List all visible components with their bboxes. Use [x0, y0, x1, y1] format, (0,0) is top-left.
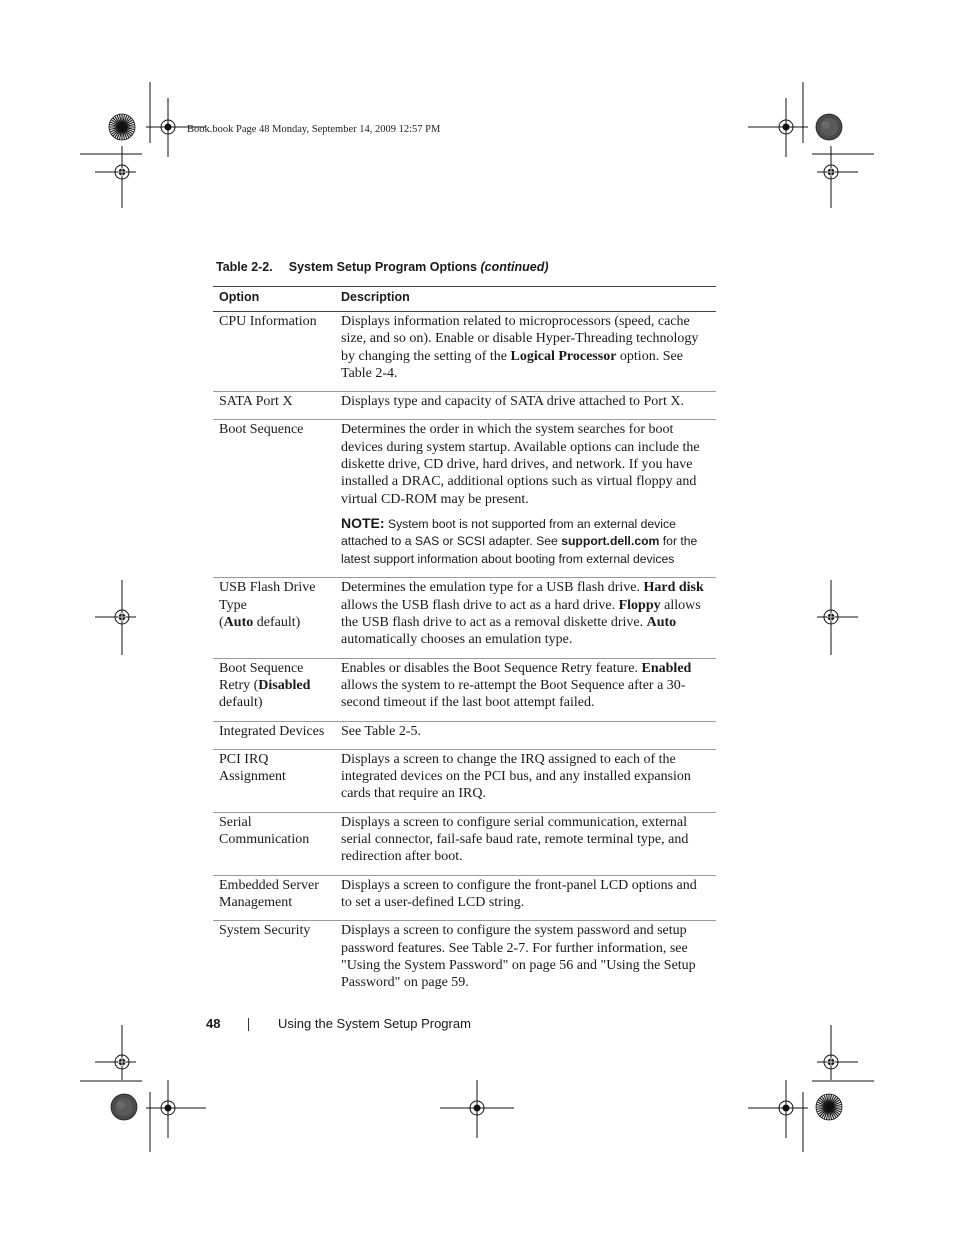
table-header-row: [213, 287, 716, 312]
description-cell: Displays a screen to configure the system password and setup password features. See Table 2-7. For further information, see "Using the System Password" on page 56 and "Using the Setup Password" on page 59.: [341, 923, 696, 991]
option-cell: Boot Sequence Retry (Disabled default): [213, 658, 335, 721]
description-cell: See Table 2-5.: [335, 721, 716, 749]
description-cell: Displays a screen to configure the front-panel LCD options and to set a user-defined LCD string.: [335, 875, 716, 921]
caption-label: Table 2-2.: [216, 260, 273, 274]
option-cell: Boot Sequence: [213, 420, 335, 578]
table-row: [213, 721, 716, 749]
note-block: NOTE: System boot is not supported from an external device attached to a SAS or SCSI adapter. See support.dell.com for the latest support information about booting from external devices: [341, 514, 698, 566]
boot-sequence-description: Determines the order in which the system searches for boot devices during system startup. Available options can include the diskette drive, CD drive, hard drives, and network. If you have installed a DRAC, additional options such as virtual floppy and virtual CD-ROM may be present.: [341, 422, 700, 507]
description-cell: Displays a screen to configure serial communication, external serial connector, fail-safe baud rate, remote terminal type, and redirection after boot.: [335, 812, 716, 875]
description-cell: Displays a screen to change the IRQ assigned to each of the integrated devices on the PCI bus, and any installed expansion cards that require an IRQ.: [335, 749, 716, 812]
table-row: [213, 921, 716, 1001]
caption-continued: (continued): [480, 260, 549, 274]
support-link[interactable]: support.dell.com: [561, 534, 660, 549]
description-cell: [335, 420, 716, 578]
description-cell: Displays type and capacity of SATA drive attached to Port X.: [335, 392, 716, 420]
description-cell: Enables or disables the Boot Sequence Retry feature. Enabled allows the system to re-attempt the Boot Sequence after a 30-second timeout if the last boot attempt failed.: [335, 658, 716, 721]
table-row: [213, 812, 716, 875]
option-cell: USB Flash Drive Type (Auto default): [213, 578, 335, 658]
table-row: [213, 578, 716, 658]
option-cell: Embedded Server Management: [213, 875, 335, 921]
footer-section-title: Using the System Setup Program: [278, 1016, 471, 1031]
table-row: [213, 312, 716, 392]
option-cell: Integrated Devices: [213, 721, 335, 749]
header-description: Description: [335, 287, 716, 312]
footer-divider: [248, 1018, 249, 1031]
setup-options-table: [213, 286, 716, 1000]
description-cell: Displays information related to microprocessors (speed, cache size, and so on). Enable or disable Hyper-Threading technology by changing the setting of the Logical Processor option. See Table 2-4.: [335, 312, 716, 392]
description-cell: Determines the emulation type for a USB flash drive. Hard disk allows the USB flash drive to act as a hard drive. Floppy allows the USB flash drive to act as a removal diskette drive. Auto automatically chooses an emulation type.: [335, 578, 716, 658]
option-cell: Serial Communication: [213, 812, 335, 875]
table-row: [213, 875, 716, 921]
note-label: NOTE:: [341, 514, 385, 531]
page-number: 48: [206, 1016, 221, 1031]
caption-title: System Setup Program Options: [288, 260, 477, 274]
table-row: [213, 392, 716, 420]
table-row: [213, 658, 716, 721]
option-cell: PCI IRQ Assignment: [213, 749, 335, 812]
table-row: [213, 749, 716, 812]
table-row: [213, 420, 716, 578]
table-caption: [216, 260, 549, 274]
print-slug: Book.book Page 48 Monday, September 14, 2009 12:57 PM: [187, 124, 441, 135]
option-cell: SATA Port X: [213, 392, 335, 420]
header-option: Option: [213, 287, 335, 312]
option-cell: CPU Information: [213, 312, 335, 392]
option-cell: System Security: [219, 923, 311, 939]
